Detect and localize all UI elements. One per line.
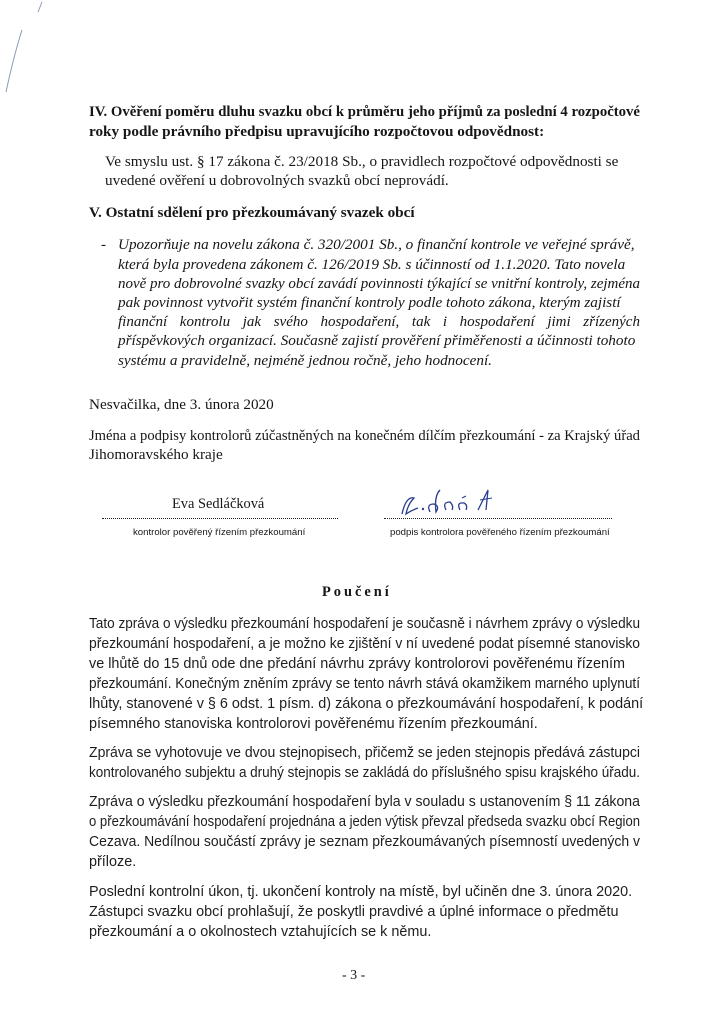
- right-signature-caption: podpis kontrolora pověřeného řízením přezkoumání: [390, 527, 610, 538]
- pouceni-p4-line1: Poslední kontrolní úkon, tj. ukončení kontroly na místě, byl učiněn dne 3. února 2020.: [89, 884, 633, 900]
- controller-name: Eva Sedláčková: [172, 496, 265, 512]
- section-iv-text-line2: uvedené ověření u dobrovolných svazků obcí neprovádí.: [105, 172, 449, 189]
- place-date: Nesvačilka, dne 3. února 2020: [89, 396, 274, 413]
- section-v-line-1: Upozorňuje na novelu zákona č. 320/2001 Sb., o finanční kontrole ve veřejné správě,: [118, 236, 635, 253]
- signatories-intro-line2: Jihomoravského kraje: [89, 446, 223, 463]
- left-signature-caption: kontrolor pověřený řízením přezkoumání: [133, 527, 306, 538]
- pouceni-p2-line2: kontrolovaného subjektu a druhý stejnopis se zakládá do příslušného spisu krajského úřadu.: [89, 765, 641, 781]
- pouceni-title: Poučení: [322, 584, 392, 600]
- page-number: - 3 -: [342, 968, 366, 983]
- pouceni-p3-line4: příloze.: [89, 854, 137, 870]
- left-signature-line: [102, 518, 338, 519]
- section-v-line-6: příspěvkových organizací. Současně zajistí prověření přiměřenosti a účinnosti tohoto: [118, 332, 636, 349]
- pouceni-p1-line6: písemného stanoviska kontrolorovi pověřenému řízením přezkoumání.: [89, 716, 538, 732]
- pouceni-p3-line2: o přezkoumávání hospodaření projednána a jeden výtisk převzal předseda svazku obcí Region: [89, 814, 641, 830]
- pouceni-p1-line5: lhůty, stanovené v § 6 odst. 1 písm. d) zákona o přezkoumávání hospodaření, k podání: [89, 696, 644, 712]
- margin-pen-mark: [0, 0, 60, 110]
- section-iv-heading-line2: roky podle právního předpisu upravujícího rozpočtovou odpovědnost:: [89, 123, 545, 140]
- section-iv-heading-line1: IV. Ověření poměru dluhu svazku obcí k průměru jeho příjmů za poslední 4 rozpočtové: [89, 103, 640, 120]
- handwritten-signature: [396, 484, 506, 526]
- signatories-intro-line1: Jména a podpisy kontrolorů zúčastněných na konečném dílčím přezkoumání - za Krajský úřad: [89, 427, 640, 444]
- pouceni-p1-line4: přezkoumání. Konečným zněním zprávy se tento návrh stává okamžikem marného uplynutí: [89, 676, 640, 692]
- section-v-line-2: která byla provedena zákonem č. 126/2019 Sb. s účinností od 1.1.2020. Tato novela: [118, 256, 626, 273]
- section-v-bullet: -: [101, 236, 107, 253]
- section-iv-text-line1: Ve smyslu ust. § 17 zákona č. 23/2018 Sb., o pravidlech rozpočtové odpovědnosti se: [105, 153, 619, 170]
- pouceni-p1-line2: přezkoumání hospodaření, a je možno ke zjištění v ní uvedené podat písemné stanovisko: [89, 636, 641, 652]
- pouceni-p1-line1: Tato zpráva o výsledku přezkoumání hospodaření je současně i návrhem zprávy o výsledku: [89, 616, 641, 632]
- pouceni-p4-line3: přezkoumání a o okolnostech vztahujících se k němu.: [89, 924, 432, 940]
- pouceni-p3-line1: Zpráva o výsledku přezkoumání hospodaření byla v souladu s ustanovením § 11 zákona: [89, 794, 640, 810]
- section-v-line-7: systému a pravidelně, nejméně jednou ročně, jeho hodnocení.: [118, 352, 492, 369]
- section-v-line-4: pak povinnost vytvořit systém finanční kontroly podle tohoto zákona, kterým zajistí: [118, 294, 621, 311]
- section-v-heading: V. Ostatní sdělení pro přezkoumávaný svazek obcí: [89, 204, 415, 221]
- pouceni-p1-line3: ve lhůtě do 15 dnů ode dne předání návrhu zprávy kontrolorovi pověřenému řízením: [89, 656, 625, 672]
- section-v-line-3: nově pro dobrovolné svazky obcí zavádí povinnosti týkající se vnitřní kontroly, zejména: [118, 275, 640, 292]
- pouceni-p2-line1: Zpráva se vyhotovuje ve dvou stejnopisech, přičemž se jeden stejnopis předává zástupci: [89, 745, 641, 761]
- pouceni-p4-line2: Zástupci svazku obcí prohlašují, že poskytli pravdivé a úplné informace o předmětu: [89, 904, 619, 920]
- section-v-line-5: finanční kontrolu jak svého hospodaření, tak i hospodaření jimi zřízených: [118, 313, 640, 330]
- pouceni-p3-line3: Cezava. Nedílnou součástí zprávy je seznam přezkoumávaných písemností uvedených v: [89, 834, 640, 850]
